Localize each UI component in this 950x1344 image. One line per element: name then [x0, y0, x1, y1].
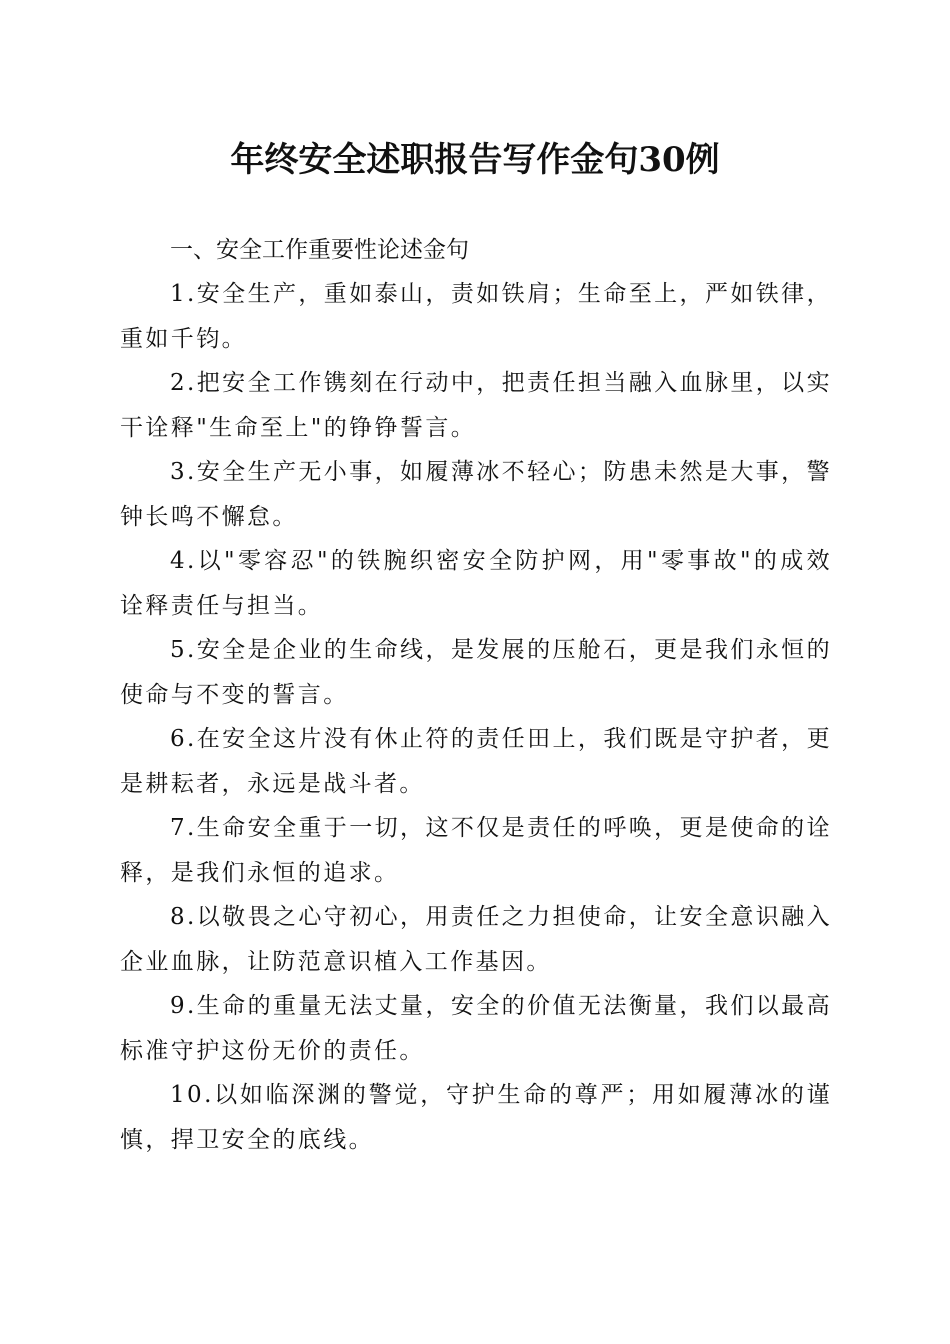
list-item: 7.生命安全重于一切，这不仅是责任的呼唤，更是使命的诠释，是我们永恒的追求。	[120, 815, 832, 886]
document-title: 年终安全述职报告写作金句30例	[230, 140, 720, 180]
list-item: 9.生命的重量无法丈量，安全的价值无法衡量，我们以最高标准守护这份无价的责任。	[120, 993, 832, 1064]
list-item: 5.安全是企业的生命线，是发展的压舱石，更是我们永恒的使命与不变的誓言。	[120, 637, 832, 708]
list-item: 1.安全生产，重如泰山，责如铁肩；生命至上，严如铁律，重如千钧。	[120, 281, 832, 352]
list-item: 2.把安全工作镌刻在行动中，把责任担当融入血脉里，以实干诠释"生命至上"的铮铮誓言。	[120, 370, 832, 441]
list-item: 6.在安全这片没有休止符的责任田上，我们既是守护者，更是耕耘者，永远是战斗者。	[120, 726, 832, 797]
document-body	[120, 228, 832, 1162]
list-item: 10.以如临深渊的警觉，守护生命的尊严；用如履薄冰的谨慎，捍卫安全的底线。	[120, 1082, 832, 1153]
section-heading: 一、安全工作重要性论述金句	[170, 237, 469, 263]
list-item: 8.以敬畏之心守初心，用责任之力担使命，让安全意识融入企业血脉，让防范意识植入工作基因。	[120, 904, 832, 975]
list-item: 3.安全生产无小事，如履薄冰不轻心；防患未然是大事，警钟长鸣不懈怠。	[120, 459, 832, 530]
list-item: 4.以"零容忍"的铁腕织密安全防护网，用"零事故"的成效诠释责任与担当。	[120, 548, 832, 619]
